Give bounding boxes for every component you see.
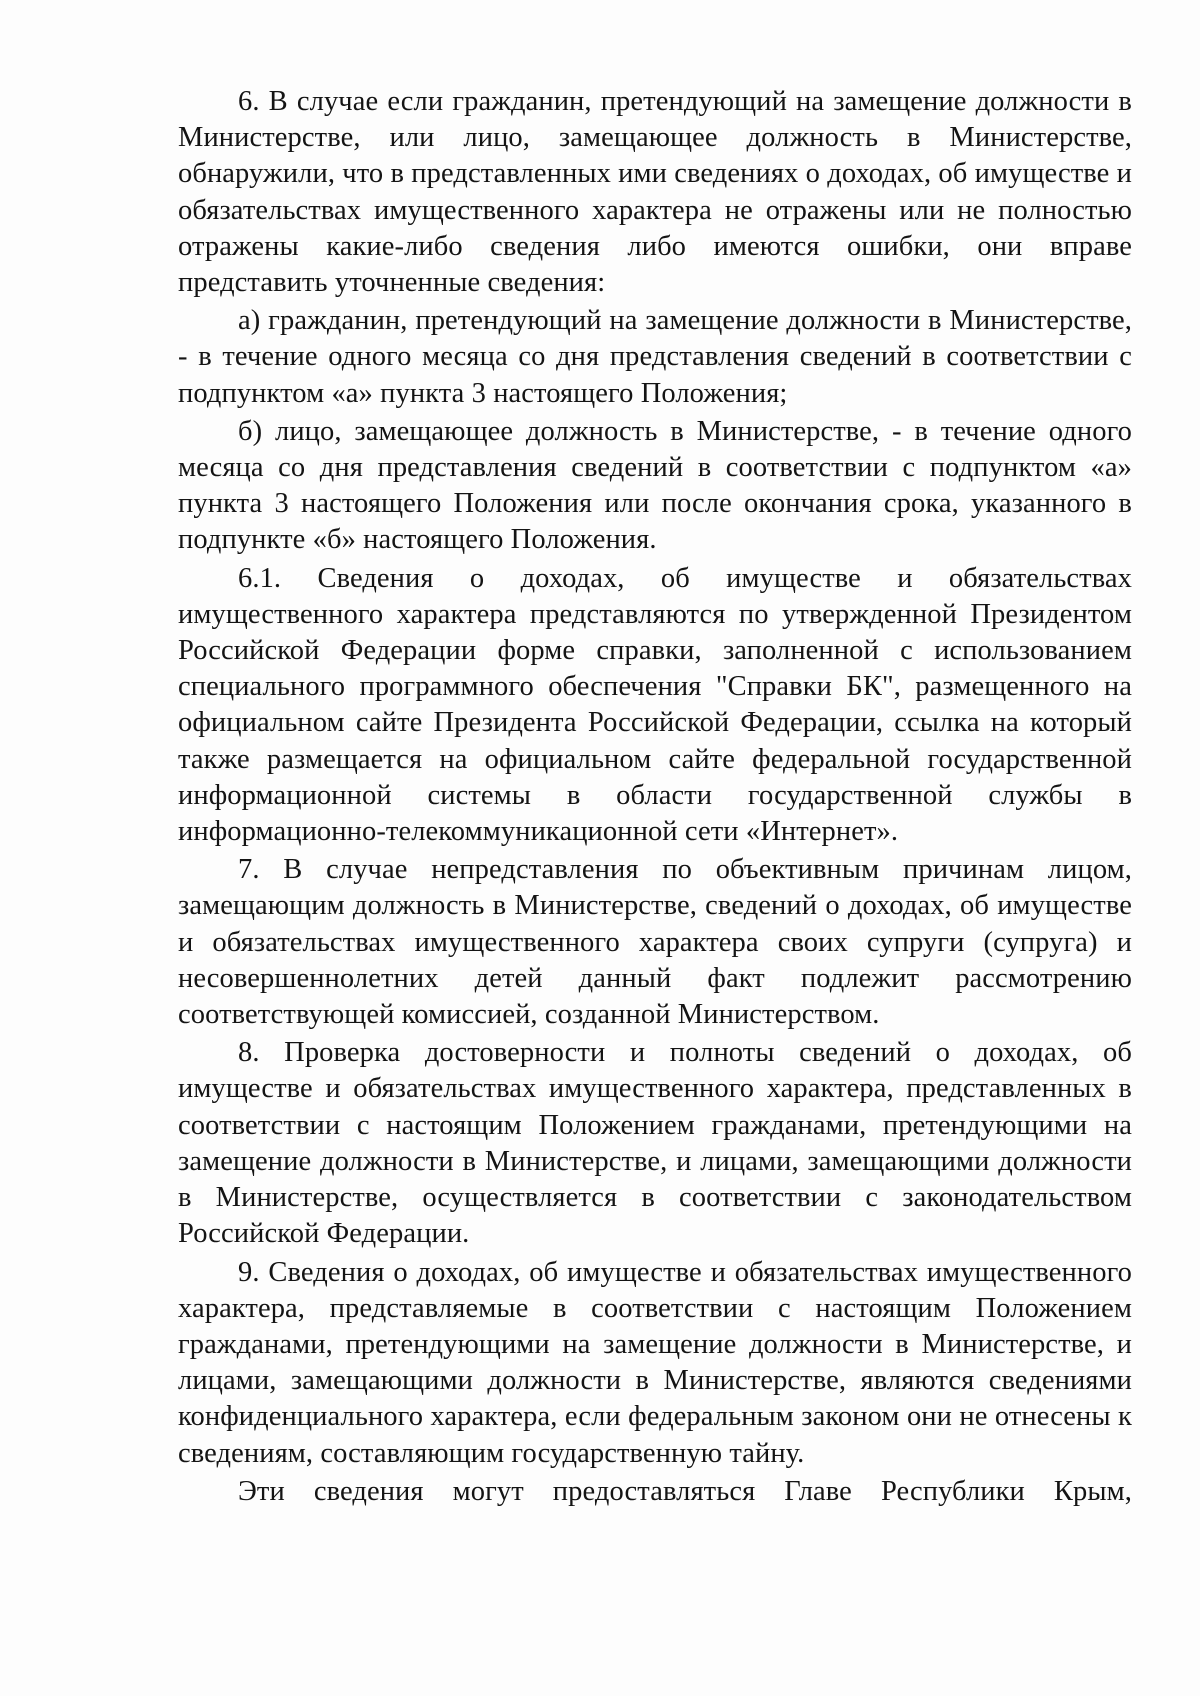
document-body — [178, 84, 1132, 1510]
paragraph-6: 6. В случае если гражданин, претендующий на замещение должности в Министерстве, или лицо, замещающее должность в Министерстве, обнаружили, что в представленных ими сведениях о доходах, об имуществе и обязательствах имущественного характера не отражены или не полностью отражены какие-либо сведения либо имеются ошибки, они вправе представить уточненные сведения: — [178, 86, 1132, 299]
paragraph-6-b: б) лицо, замещающее должность в Министерстве, - в течение одного месяца со дня представления сведений в соответствии с подпунктом «а» пункта 3 настоящего Положения или после окончания срока, указанного в подпункте «б» настоящего Положения. — [178, 415, 1132, 556]
paragraph-6-1: 6.1. Сведения о доходах, об имуществе и обязательствах имущественного характера представляются по утвержденной Президентом Российской Федерации форме справки, заполненной с использованием специального программного обеспечения "Справки БК", размещенного на официальном сайте Президента Российской Федерации, ссылка на который также размещается на официальном сайте федеральной государственной информационной системы в области государственной службы в информационно-телекоммуникационной сети «Интернет». — [178, 562, 1132, 848]
paragraph-8: 8. Проверка достоверности и полноты сведений о доходах, об имуществе и обязательствах имущественного характера, представленных в соответствии с настоящим Положением гражданами, претендующими на замещение должности в Министерстве, и лицами, замещающими должности в Министерстве, осуществляется в соответствии с законодательством Российской Федерации. — [178, 1037, 1132, 1250]
paragraph-9: 9. Сведения о доходах, об имуществе и обязательствах имущественного характера, представляемые в соответствии с настоящим Положением гражданами, претендующими на замещение должности в Министерстве, и лицами, замещающими должности в Министерстве, являются сведениями конфиденциального характера, если федеральным законом они не отнесены к сведениям, составляющим государственную тайну. — [178, 1256, 1132, 1469]
paragraph-6-a: а) гражданин, претендующий на замещение должности в Министерстве, - в течение одного месяца со дня представления сведений в соответствии с подпунктом «а» пункта 3 настоящего Положения; — [178, 305, 1132, 409]
paragraph-7: 7. В случае непредставления по объективным причинам лицом, замещающим должность в Министерстве, сведений о доходах, об имуществе и обязательствах имущественного характера своих супруги (супруга) и несовершеннолетних детей данный факт подлежит рассмотрению соответствующей комиссией, созданной Министерством. — [178, 854, 1132, 1031]
paragraph-9-continuation: Эти сведения могут предоставляться Главе Республики Крым, — [238, 1475, 1132, 1507]
